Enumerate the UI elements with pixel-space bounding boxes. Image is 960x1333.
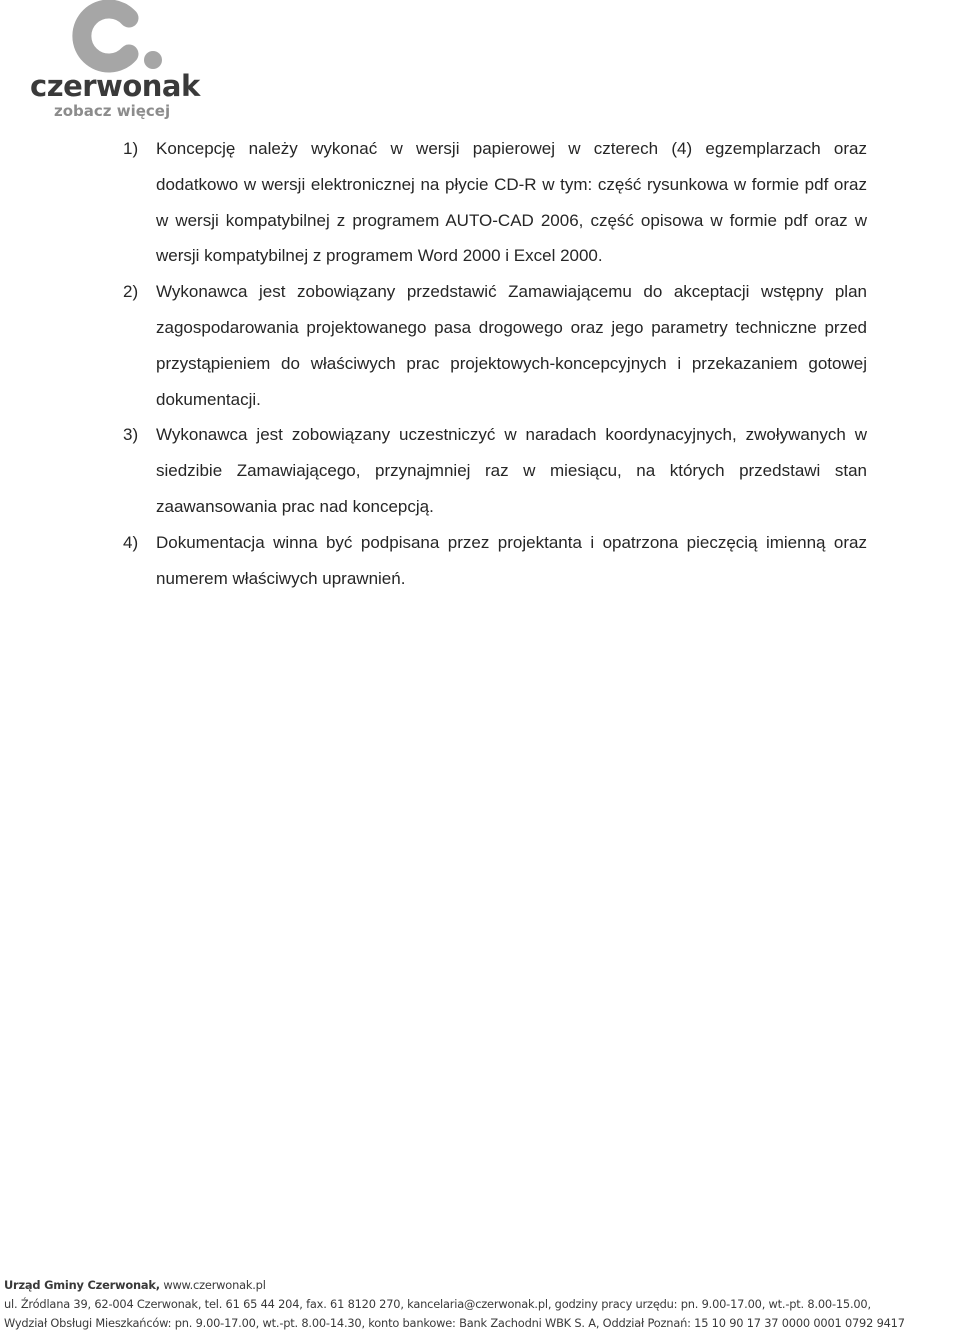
item-text: Dokumentacja winna być podpisana przez projektanta i opatrzona pieczęcią imienną oraz numerem właściwych uprawnień. — [156, 532, 867, 588]
czerwonak-logo-mark-icon — [70, 0, 170, 74]
footer-line-address: ul. Źródlana 39, 62-004 Czerwonak, tel. 61 65 44 204, fax. 61 8120 270, kancelaria@czerwonak.pl, godziny pracy urzędu: pn. 9.00-17.00, wt.-pt. 8.00-15.00, — [4, 1297, 871, 1311]
list-item — [123, 417, 867, 524]
item-text: Wykonawca jest zobowiązany przedstawić Zamawiającemu do akceptacji wstępny plan zagospodarowania projektowanego pasa drogowego oraz jego parametry techniczne przed przystąpieniem do właściwych prac projektowych-koncepcyjnych i przekazaniem gotowej dokumentacji. — [156, 282, 867, 409]
page-footer — [4, 1276, 905, 1333]
item-number: 3) — [123, 425, 139, 445]
requirements-list — [123, 131, 867, 596]
list-item — [123, 525, 867, 597]
item-number: 2) — [123, 282, 139, 302]
logo-name: czerwonak — [30, 69, 200, 103]
footer-office-name: Urząd Gminy Czerwonak, — [4, 1278, 160, 1292]
footer-website-link[interactable]: www.czerwonak.pl — [163, 1278, 266, 1292]
list-item — [123, 131, 867, 274]
logo-tagline: zobacz więcej — [54, 102, 171, 120]
item-number: 4) — [123, 532, 139, 552]
logo — [28, 0, 208, 128]
footer-line-hours: Wydział Obsługi Mieszkańców: pn. 9.00-17.00, wt.-pt. 8.00-14.30, konto bankowe: Bank Zachodni WBK S. A, Oddział Poznań: 15 10 90 17 37 0000 0001 0792 9417 — [4, 1316, 905, 1330]
item-number: 1) — [123, 139, 139, 158]
item-text: Wykonawca jest zobowiązany uczestniczyć w naradach koordynacyjnych, zwoływanych w siedzibie Zamawiającego, przynajmniej raz w miesiącu, na których przedstawi stan zaawansowania prac nad koncepcją. — [156, 425, 867, 516]
footer-line-office — [4, 1276, 905, 1295]
list-item — [123, 274, 867, 417]
item-text: Koncepcję należy wykonać w wersji papierowej w czterech (4) egzemplarzach oraz dodatkowo w wersji elektronicznej na płycie CD-R w tym: część rysunkowa w formie pdf oraz w wersji kompatybilnej z programem AUTO-CAD 2006, część opisowa w formie pdf oraz w wersji kompatybilnej z programem Word 2000 i Excel 2000. — [156, 139, 867, 266]
